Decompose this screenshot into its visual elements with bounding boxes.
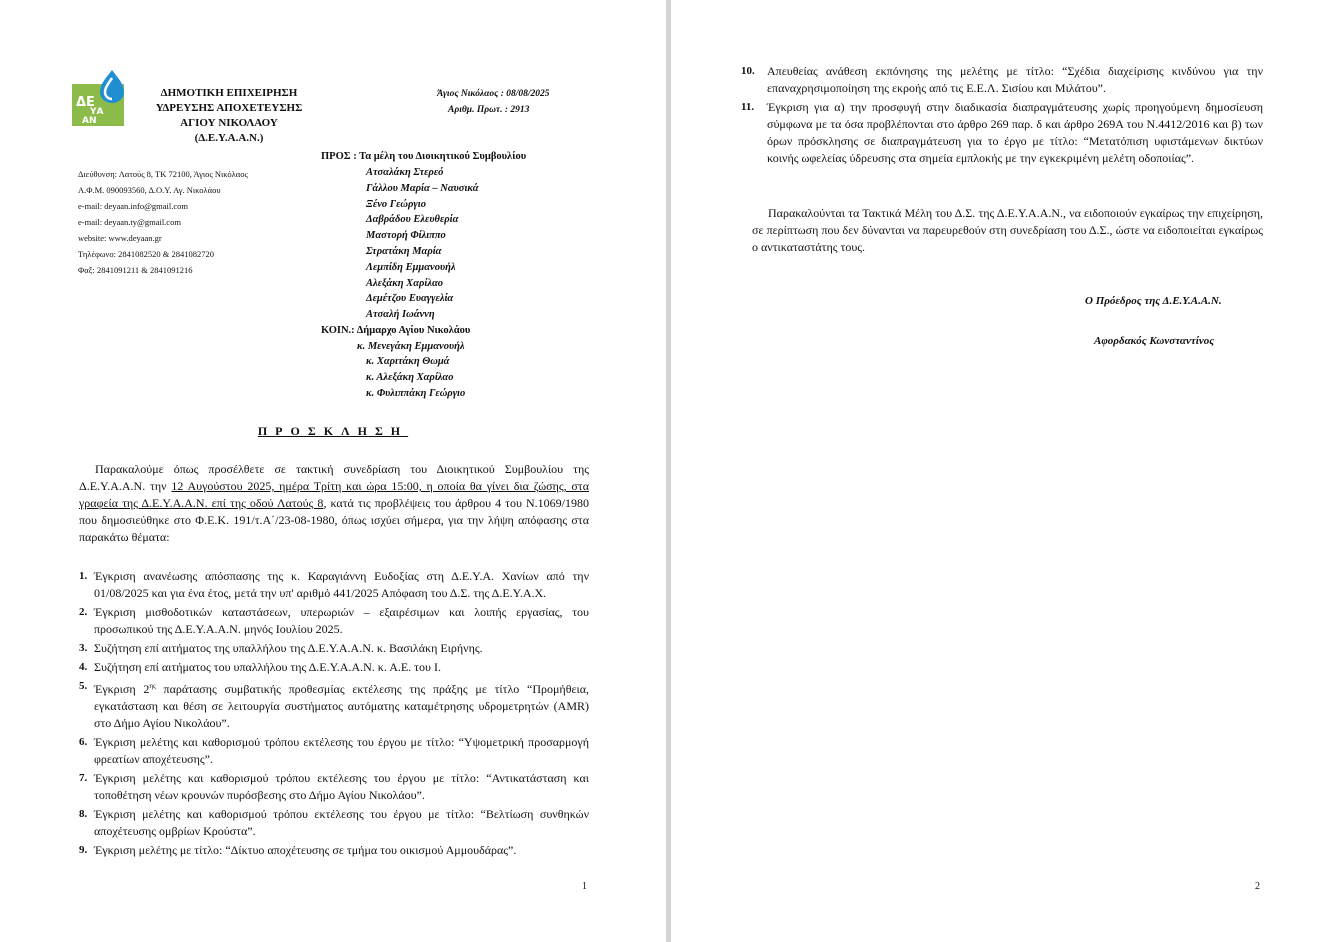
recipient-cc: κ. Χαριτάκη Θωμά [366,356,450,367]
agenda-number: 7. [79,772,88,784]
recipient-member: Μαστορή Φίλιππο [366,230,446,241]
company-line: ΔΗΜΟΤΙΚΗ ΕΠΙΧΕΙΡΗΣΗ [160,87,298,99]
page-number: 1 [582,881,587,892]
agenda-number: 2. [79,606,88,618]
recipient-member: Αλεξάκη Χαρίλαο [366,278,444,289]
agenda-item [741,99,1263,167]
recipient-member: Ατσαλή Ιωάννη [366,309,435,320]
agenda-item [79,678,589,732]
recipient-member: Λεμπίδη Εμμανουήλ [366,262,456,273]
contact-address: Διεύθυνση: Λατούς 8, ΤΚ 72100, Άγιος Νικόλαος [78,169,248,179]
agenda-text: Συζήτηση επί αιτήματος της υπαλλήλου της Δ.Ε.Υ.Α.Α.Ν. κ. Βασιλάκη Ειρήνης. [94,641,483,655]
agenda-number: 1. [79,570,88,582]
agenda-list-continued [741,63,1263,169]
agenda-text: Έγκριση για α) την προσφυγή στην διαδικασία διαπραγμάτευσης χωρίς προηγούμενη δημοσίευση σύμφωνα με τα όσα προβλέπονται στο άρθρο 269 παρ. δ και άρθρο 269Α του Ν.4412/2016 και β) των όρων πρόσκλησης σε διαπραγμάτευση για το έργο με τίτλο: “Μετατόπιση υφιστάμενων δικτύων κοινής ωφελείας ύδρευσης στα σημεία εμπλοκής με την εγκεκριμένη μελέτη οδοποιίας”. [767,100,1263,165]
contact-email: e-mail: deyaan.ty@gmail.com [78,217,181,227]
company-line: (Δ.Ε.Υ.Α.Α.Ν.) [194,132,264,144]
meeting-details: 12 Αυγούστου 2025, ημέρα Τρίτη και ώρα 15:00, η οποία θα γίνει δια ζώσης, στα γραφεία της Δ.Ε.Υ.Α.Α.Ν. επί της οδού Λατούς 8 [79,479,589,510]
recipients-to: ΠΡΟΣ : Τα μέλη του Διοικητικού Συμβουλίου [321,151,527,162]
agenda-item [79,568,589,602]
recipient-cc: κ. Αλεξάκη Χαρίλαο [366,372,454,383]
agenda-item [79,842,589,859]
recipient-cc: κ. Μενεγάκη Εμμανουήλ [357,341,465,352]
document-title-text: ΠΡΟΣΚΛΗΣΗ [257,424,409,438]
recipient-member: Γάλλου Μαρία – Ναυσικά [366,183,479,194]
page-number: 2 [1255,881,1260,892]
closing-paragraph: Παρακαλούνται τα Τακτικά Μέλη του Δ.Σ. της Δ.Ε.Υ.Α.Α.Ν., να ειδοποιούν εγκαίρως την επιχείρηση, σε περίπτωση που δεν δύνανται να παρευρεθούν στη συνεδρίαση του Δ.Σ., ώστε να ειδοποιείται εγκαίρως ο αντικαταστάτης τους. [752,206,1263,254]
intro-text-end: , κατά τις προβλέψεις του άρθρου 4 του Ν.1069/1980 που δημοσιεύθηκε στο Φ.Ε.Κ. 191/τ.Α΄/23-08-1980, όπως ισχύει σήμερα, για την λήψη απόφασης στα παρακάτω θέματα: [79,496,589,544]
agenda-text: παράτασης συμβατικής προθεσμίας εκτέλεσης της πράξης με τίτλο “Προμήθεια, εγκατάσταση και θέση σε λειτουργία συστήματος αυτόματης καταμέτρησης υδρομετρητών (AMR) στο Δήμο Αγίου Νικολάου”. [94,682,590,730]
recipient-member: Ατσαλάκη Στερεό [366,167,444,178]
agenda-text: Απευθείας ανάθεση εκπόνησης της μελέτης με τίτλο: “Σχέδια διαχείρισης κινδύνου για την επαναχρησιμοποίηση της εκροής από τις Ε.Ε.Λ. Σισίου και Μιλάτου”. [767,64,1263,95]
agenda-text: Έγκριση μελέτης και καθορισμού τρόπου εκτέλεσης του έργου με τίτλο: “Αντικατάσταση και τοποθέτηση νέων κρουνών πυρόσβεσης στο Δήμο Αγίου Νικολάου”. [94,771,589,802]
intro-text: Παρακαλούμε όπως προσέλθετε σε τακτική συνεδρίαση του Διοικητικού Συμβουλίου της Δ.Ε.Υ.Α.Α.Ν. την [79,462,589,493]
page-2 [671,0,1339,942]
deyaan-logo [72,70,124,126]
contact-tax-id: Α.Φ.Μ. 090093560, Δ.Ο.Υ. Αγ. Νικολάου [78,185,221,195]
agenda-number: 11. [741,101,755,113]
signature-name: Αφορδακός Κωνσταντίνος [1094,335,1215,347]
agenda-text: Έγκριση μισθοδοτικών καταστάσεων, υπερωριών – εξαιρέσιμων και λοιπής εργασίας, του προσωπικού της Δ.Ε.Υ.Α.Α.Ν. μηνός Ιουλίου 2025. [94,605,589,636]
agenda-text: Συζήτηση επί αιτήματος του υπαλλήλου της Δ.Ε.Υ.Α.Α.Ν. κ. Α.Ε. του Ι. [94,660,441,674]
document-title [0,424,666,439]
svg-text:ΔΕ: ΔΕ [76,95,95,110]
svg-text:ΥΑ: ΥΑ [90,107,104,117]
contact-website: website: www.deyaan.gr [78,233,162,243]
agenda-number: 9. [79,844,88,856]
agenda-item [741,63,1263,97]
agenda-number: 10. [741,65,755,77]
agenda-text: Έγκριση μελέτης και καθορισμού τρόπου εκτέλεσης του έργου με τίτλο: “Υψομετρική προσαρμογή φρεατίων αποχέτευσης”. [94,735,589,766]
recipients-cc: ΚΟΙΝ.: Δήμαρχο Αγίου Νικολάου [321,325,471,336]
agenda-number: 5. [79,680,88,692]
agenda-item [79,640,589,657]
agenda-number: 3. [79,642,88,654]
agenda-list [79,568,589,861]
protocol-number: Αριθμ. Πρωτ. : 2913 [448,105,530,115]
page-1 [0,0,666,942]
recipient-cc: κ. Φυλιππάκη Γεώργιο [366,388,466,399]
company-line: ΥΔΡΕΥΣΗΣ ΑΠΟΧΕΤΕΥΣΗΣ [155,102,303,114]
recipient-member: Δεμέτζου Ευαγγελία [366,293,454,304]
company-line: ΑΓΙΟΥ ΝΙΚΟΛΑΟΥ [180,117,278,129]
agenda-item [79,604,589,638]
agenda-number: 8. [79,808,88,820]
contact-email: e-mail: deyaan.info@gmail.com [78,201,189,211]
agenda-item [79,806,589,840]
agenda-text: Έγκριση μελέτης με τίτλο: “Δίκτυο αποχέτευσης σε τμήμα του οικισμού Αμμουδάρας”. [94,843,517,857]
agenda-text-start: Έγκριση 2 [94,682,150,696]
contact-fax: Φαξ: 2841091211 & 2841091216 [78,265,193,275]
company-name [140,86,318,146]
agenda-text: Έγκριση μελέτης και καθορισμού τρόπου εκτέλεσης του έργου με τίτλο: “Βελτίωση συνθηκών αποχέτευσης ομβρίων Κρούστα”. [94,807,589,838]
intro-paragraph [79,461,589,546]
agenda-item [79,734,589,768]
signature-role: Ο Πρόεδρος της Δ.Ε.Υ.Α.Α.Ν. [1085,295,1222,307]
agenda-item [79,659,589,676]
contact-phone: Τηλέφωνο: 2841082520 & 2841082720 [78,249,214,259]
agenda-number: 6. [79,736,88,748]
document-date: Άγιος Νικόλαος : 08/08/2025 [437,89,550,99]
agenda-number: 4. [79,661,88,673]
svg-text:ΑΝ: ΑΝ [82,116,97,126]
recipient-member: Ξένο Γεώργιο [366,199,426,210]
recipient-member: Στρατάκη Μαρία [366,246,442,257]
agenda-text: Έγκριση ανανέωσης απόσπασης της κ. Καραγιάννη Ευδοξίας στη Δ.Ε.Υ.Α. Χανίων από την 01/08/2025 και για ένα έτος, μετά την υπ' αριθμό 441/2025 Απόφαση του Δ.Σ. της Δ.Ε.Υ.Α.Χ. [94,569,589,600]
agenda-item [79,770,589,804]
ordinal-suffix: ης [149,682,156,690]
recipient-member: Δαβράδου Ελευθερία [366,214,459,225]
